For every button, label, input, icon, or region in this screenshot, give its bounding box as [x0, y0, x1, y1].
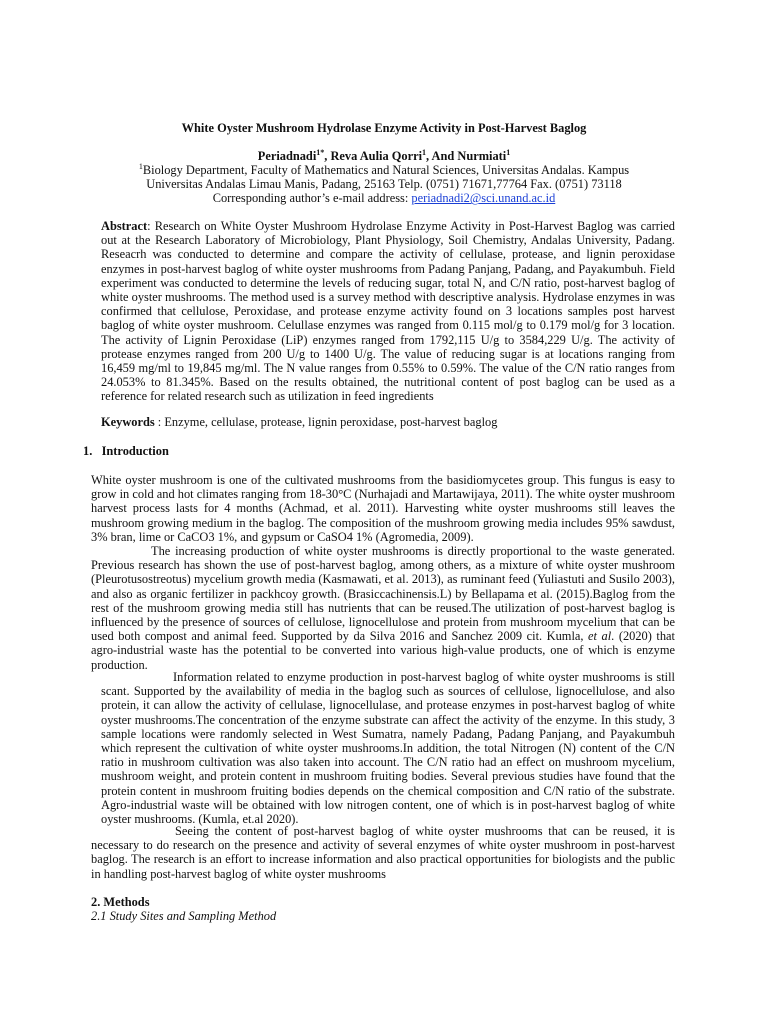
intro-paragraph-1: White oyster mushroom is one of the cultivated mushrooms from the basidiomycetes group. This fungus is easy to grow in cold and hot climates ranging from 18-30°C (Nurhajadi and Martawijaya, 2011). The white oyster mushroom harvest process lasts for 4 months (Achmad, et al. 2011). Harvesting white oyster mushrooms still leaves the mushroom growing medium in the baglog. The composition of the mushroom growing media includes 95% sawdust, 3% bran, lime or CaCO3 1%, and gypsum or CaSO4 1% (Agromedia, 2009).	[91, 473, 675, 544]
corresponding-author: Corresponding author’s e-mail address: periadnadi2@sci.unand.ac.id	[212, 191, 556, 206]
paper-title: White Oyster Mushroom Hydrolase Enzyme Activity in Post-Harvest Baglog	[181, 121, 587, 135]
methods-subheading: 2.1 Study Sites and Sampling Method	[91, 909, 277, 923]
author-2: Reva Aulia Qorri$^1$,	[330, 147, 432, 163]
author-3: And Nurmiati$^1$	[431, 147, 511, 163]
intro-paragraph-4: Seeing the content of post-harvest baglog of white oyster mushrooms that can be reused, it is necessary to do research on the presence and activity of several enzymes of white oyster mushroom in post-harvest baglog. The research is an effort to increase information and also practical opportunities for biologists and the public in handling post-harvest baglog of white oyster mushrooms	[91, 824, 675, 881]
abstract-text: : Research on White Oyster Mushroom Hydrolase Enzyme Activity in Post-Harvest Baglog was carried out at the Research Laboratory of Microbiology, Plant Physiology, Soil Chemistry, Andalas University, Padang. Reseacrh was conducted to determine and compare the activity of cellulase, protease, and lignin peroxidase enzymes in post-harvest baglog of white oyster mushrooms from Padang Panjang, Padang, and Payakumbuh. Field experiment was conducted to determine the levels of reducing sugar, total N, and C/N ratio, post-harvest baglog of white oyster mushrooms. The method used is a survey method with descriptive analysis. Hydrolase enzymes in was confirmed that cellulose, Peroxidase, and protease enzyme activity found on 3 locations samples post harvest baglog of white oyster mushroom. Celullase enzymes was ranged from 0.115 mol/g to 0.179 mol/g for 3 location. The activity of Lignin Peroxidase (LiP) enzymes ranged from 1792,115 U/g to 3584,229 U/g. The activity of protease enzymes ranged from 200 U/g to 1400 U/g. The value of reducing sugar is at locations ranging from 16,459 mg/ml to 19,845 mg/ml. The N value ranges from 0.55% to 0.59%. The value of the C/N ratio ranges from 24.053% to 81.345%. Based on the results obtained, the nutritional content of post baglog can be used as a reference for related research such as utilization in feed ingredients	[101, 219, 675, 404]
affiliation: $^1$Biology Department, Faculty of Mathematics and Natural Sciences, Universitas Andalas. Kampus Universitas Andalas Limau Manis, Padang, 25163 Telp. (0751) 71671,77764 Fax. (0751) 73118 Corresponding author’s e-mail address: periadnadi2@sci.unand.ac.id	[84, 163, 684, 206]
introduction-heading: 1. Introduction	[83, 444, 169, 458]
email-link[interactable]: periadnadi2@sci.unand.ac.id	[411, 191, 556, 206]
abstract	[101, 219, 675, 404]
keywords: Keywords : Enzyme, cellulase, protease, lignin peroxidase, post-harvest baglog	[101, 415, 498, 429]
author-line	[84, 149, 684, 163]
author-1: Periadnadi$^{1*}$,	[257, 147, 331, 163]
intro-paragraph-2: The increasing production of white oyster mushrooms is directly proportional to the waste generated. Previous research has shown the use of post-harvest baglog, among others, as a mixture of white oyster mushroom (Pleurotusostreotus) mycelium growth media (Kasmawati, et al. 2013), as ruminant feed (Yuliastuti and Susilo 2003), and also as organic fertilizer in packhcoy growth. (Brasiccachinensis.L) by Bellapama et al. (2015).Baglog from the rest of the mushroom growing media still has nutrients that can be reused.The utilization of post-harvest baglog is influenced by the presence of sources of cellulose, lignocellulose and protein from mushroom mycelium that can be used both compost and animal feed. Supported by da Silva 2016 and Sanchez 2009 cit. Kumla, et al. (2020) that agro-industrial waste has the potential to be converted into various high-value products, one of which is enzyme production.	[91, 544, 675, 672]
methods-heading: 2. Methods	[91, 895, 150, 909]
abstract-label: Abstract	[101, 219, 148, 233]
intro-paragraph-3: Information related to enzyme production in post-harvest baglog of white oyster mushrooms is still scant. Supported by the availability of media in the baglog such as sources of cellulose, lignocellulose, and also protein, it can allow the activity of cellulase, lignocellulase, and protease enzymes in post-harvest baglog of white oyster mushrooms.The concentration of the enzyme substrate can affect the activity of the enzyme. In this study, 3 sample locations were randomly selected in West Sumatra, namely Padang, Padang Panjang, and Payakumbuh which represent the cultivation of white oyster mushrooms.In addition, the total Nitrogen (N) content of the C/N ratio in mushroom cultivation was also taken into account. The C/N ratio had an effect on mushroom mycelium, mushroom weight, and protein content in mushroom fruiting bodies. Several previous studies have found that the protein content in mushroom fruiting bodies depends on the chemical composition and C/N ratio of the substrate. Agro-industrial waste will be obtained with low nitrogen content, one of which is in post-harvest baglog of white oyster mushrooms. (Kumla, et.al 2020).	[101, 670, 675, 827]
